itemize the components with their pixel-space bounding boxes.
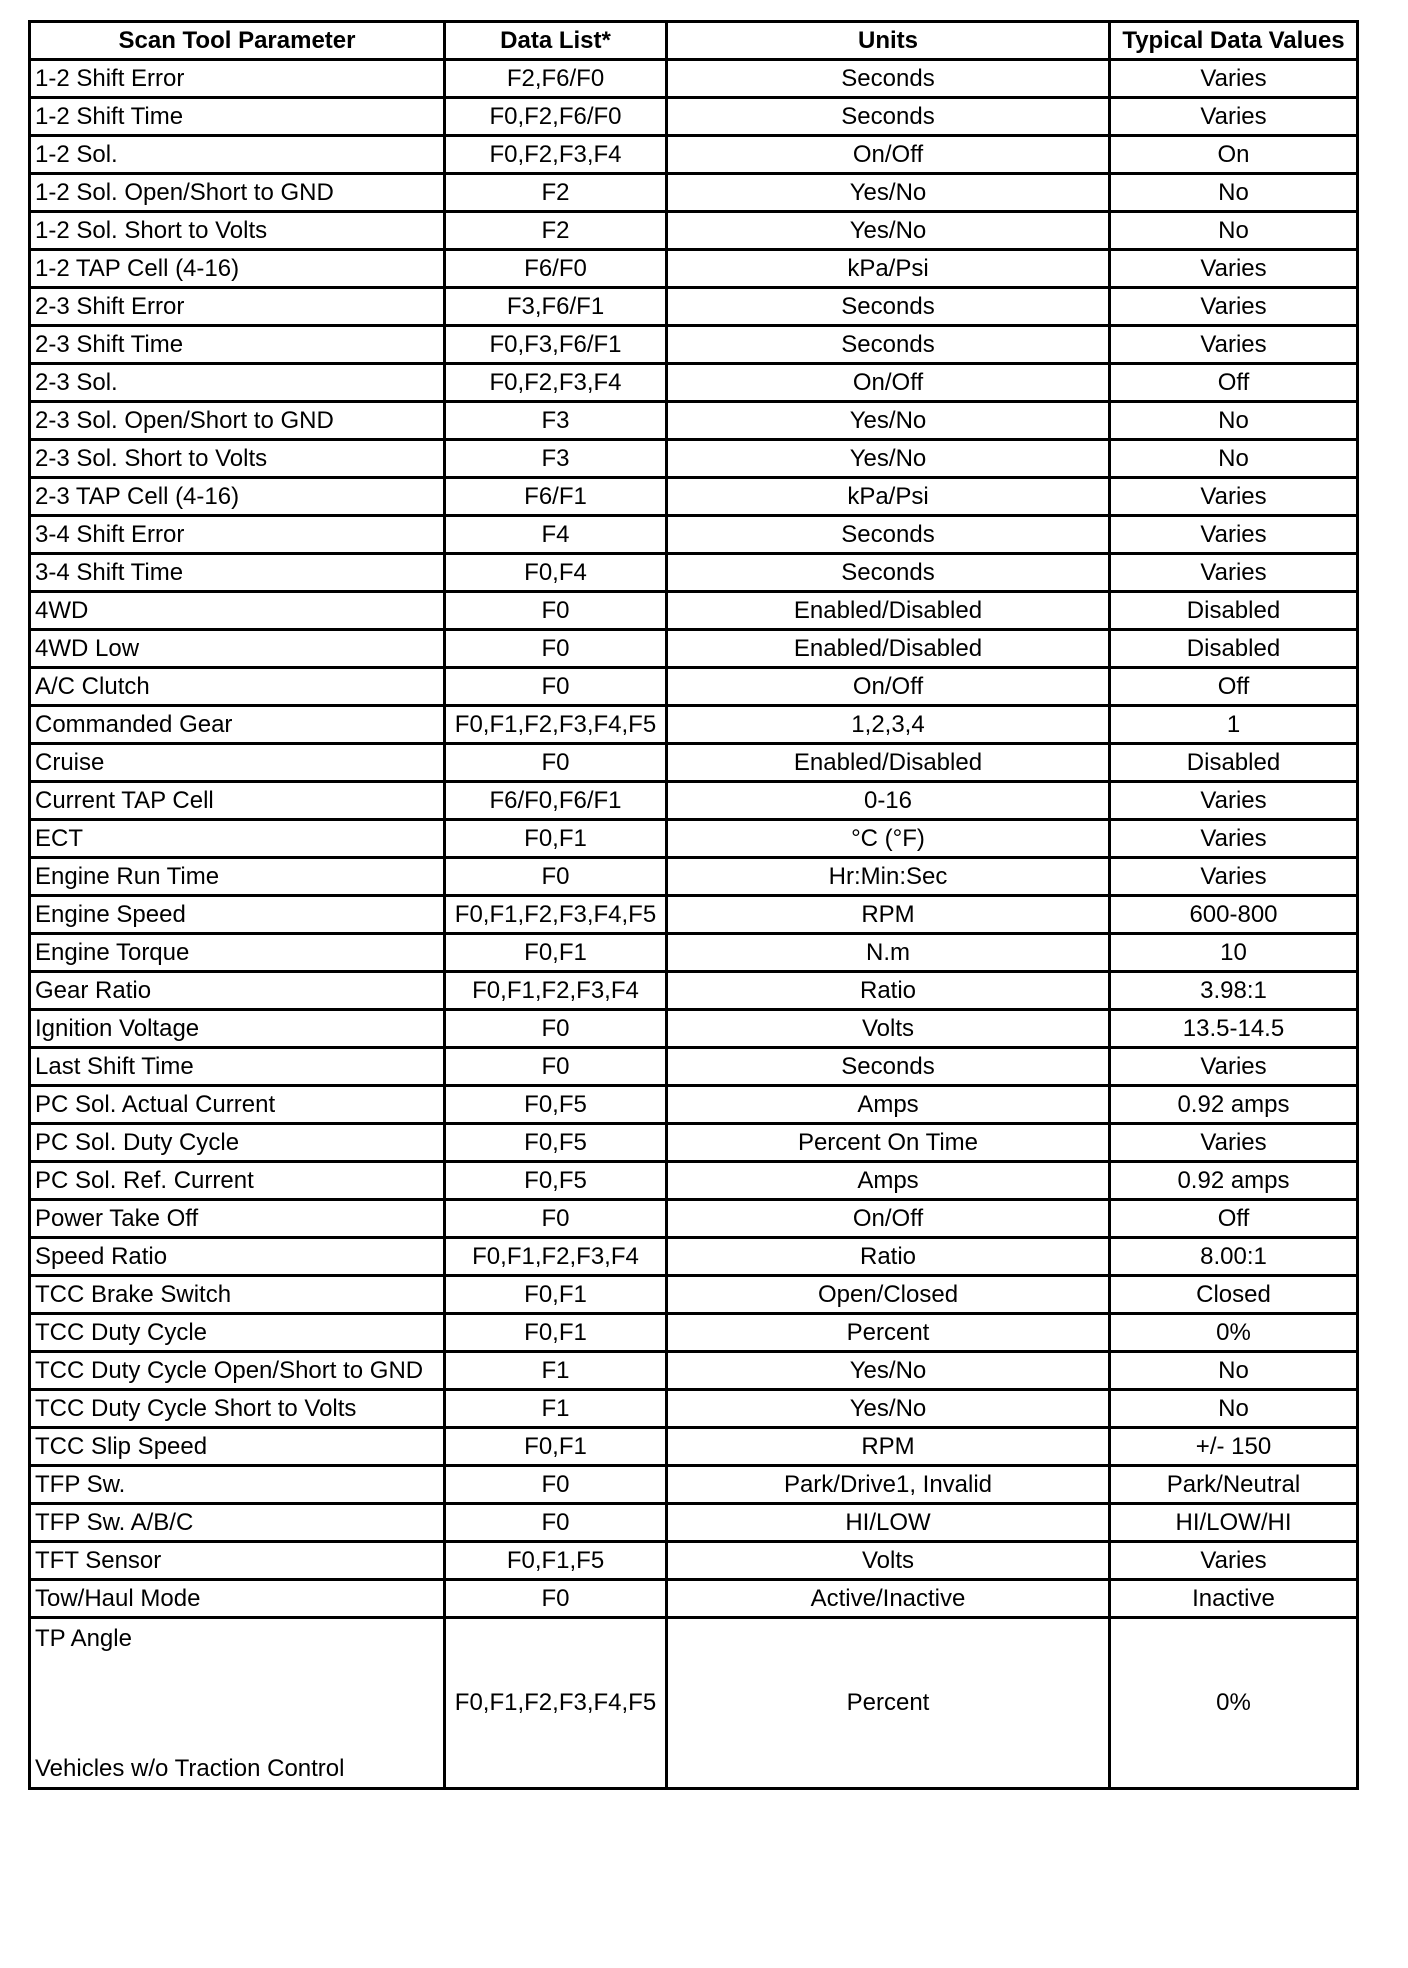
table-row (30, 744, 1358, 782)
cell-typical-value: Varies (1110, 820, 1358, 858)
cell-units: Volts (667, 1010, 1110, 1048)
table-row (30, 440, 1358, 478)
cell-parameter: A/C Clutch (30, 668, 445, 706)
table-row (30, 326, 1358, 364)
table-row (30, 1390, 1358, 1428)
cell-units: Enabled/Disabled (667, 744, 1110, 782)
cell-typical-value: No (1110, 1352, 1358, 1390)
cell-units: Seconds (667, 288, 1110, 326)
cell-parameter: Power Take Off (30, 1200, 445, 1238)
cell-data-list: F0,F5 (445, 1124, 667, 1162)
cell-data-list: F0 (445, 1010, 667, 1048)
cell-units: Park/Drive1, Invalid (667, 1466, 1110, 1504)
table-row (30, 1048, 1358, 1086)
header-parameter: Scan Tool Parameter (30, 22, 445, 60)
table-row (30, 820, 1358, 858)
tp-angle-note: Vehicles w/o Traction Control (35, 1755, 345, 1782)
cell-units: °C (°F) (667, 820, 1110, 858)
table-row (30, 972, 1358, 1010)
table-row (30, 98, 1358, 136)
table-row (30, 934, 1358, 972)
cell-parameter: Cruise (30, 744, 445, 782)
table-row (30, 1542, 1358, 1580)
cell-units: On/Off (667, 364, 1110, 402)
cell-typical-value: Varies (1110, 250, 1358, 288)
cell-units: Seconds (667, 326, 1110, 364)
cell-parameter: TCC Duty Cycle (30, 1314, 445, 1352)
cell-data-list: F0,F4 (445, 554, 667, 592)
cell-units: Enabled/Disabled (667, 630, 1110, 668)
table-row (30, 1466, 1358, 1504)
cell-units: Amps (667, 1086, 1110, 1124)
cell-data-list: F0 (445, 1048, 667, 1086)
cell-parameter: 1-2 Shift Error (30, 60, 445, 98)
table-row (30, 1580, 1358, 1618)
cell-data-list: F0,F5 (445, 1162, 667, 1200)
cell-data-list: F3 (445, 402, 667, 440)
cell-parameter: 2-3 Shift Error (30, 288, 445, 326)
cell-units: On/Off (667, 136, 1110, 174)
cell-parameter: PC Sol. Ref. Current (30, 1162, 445, 1200)
cell-parameter: 1-2 TAP Cell (4-16) (30, 250, 445, 288)
cell-typical-value: 3.98:1 (1110, 972, 1358, 1010)
cell-typical-value: Varies (1110, 98, 1358, 136)
cell-data-list: F0,F1 (445, 934, 667, 972)
cell-units: kPa/Psi (667, 250, 1110, 288)
cell-units: RPM (667, 1428, 1110, 1466)
cell-typical-value: HI/LOW/HI (1110, 1504, 1358, 1542)
table-row (30, 1276, 1358, 1314)
cell-typical-value: Varies (1110, 1124, 1358, 1162)
table-row (30, 1162, 1358, 1200)
cell-data-list: F4 (445, 516, 667, 554)
table-row (30, 174, 1358, 212)
table-row (30, 1314, 1358, 1352)
cell-parameter: Engine Run Time (30, 858, 445, 896)
cell-units: On/Off (667, 668, 1110, 706)
cell-typical-value: Varies (1110, 782, 1358, 820)
cell-typical-value: 10 (1110, 934, 1358, 972)
cell-data-list: F0 (445, 630, 667, 668)
cell-data-list: F0,F1,F2,F3,F4 (445, 972, 667, 1010)
cell-units: Volts (667, 1542, 1110, 1580)
cell-units: Enabled/Disabled (667, 592, 1110, 630)
cell-parameter: Current TAP Cell (30, 782, 445, 820)
table-row-tp-angle (30, 1618, 1358, 1789)
cell-units: Seconds (667, 554, 1110, 592)
cell-typical-value: Varies (1110, 478, 1358, 516)
table-row (30, 1086, 1358, 1124)
table-row (30, 668, 1358, 706)
table-row (30, 212, 1358, 250)
cell-data-list: F0,F1,F2,F3,F4,F5 (445, 1618, 667, 1789)
cell-data-list: F0 (445, 592, 667, 630)
cell-typical-value: Varies (1110, 1048, 1358, 1086)
cell-data-list: F0,F1,F2,F3,F4,F5 (445, 706, 667, 744)
cell-typical-value: 13.5-14.5 (1110, 1010, 1358, 1048)
cell-units: 1,2,3,4 (667, 706, 1110, 744)
cell-units: Seconds (667, 60, 1110, 98)
cell-parameter: 1-2 Shift Time (30, 98, 445, 136)
cell-parameter: 2-3 TAP Cell (4-16) (30, 478, 445, 516)
cell-parameter: ECT (30, 820, 445, 858)
cell-units: Yes/No (667, 212, 1110, 250)
table-row (30, 478, 1358, 516)
cell-units: HI/LOW (667, 1504, 1110, 1542)
cell-parameter: 3-4 Shift Time (30, 554, 445, 592)
cell-typical-value: Disabled (1110, 744, 1358, 782)
cell-units: Yes/No (667, 1352, 1110, 1390)
header-units: Units (667, 22, 1110, 60)
cell-units: 0-16 (667, 782, 1110, 820)
table-body (30, 60, 1358, 1789)
cell-data-list: F0 (445, 1466, 667, 1504)
table-row (30, 250, 1358, 288)
cell-typical-value: 0% (1110, 1618, 1358, 1789)
header-data-list: Data List* (445, 22, 667, 60)
cell-parameter: 3-4 Shift Error (30, 516, 445, 554)
table-row (30, 1428, 1358, 1466)
cell-typical-value: Inactive (1110, 1580, 1358, 1618)
table-row (30, 896, 1358, 934)
cell-parameter (30, 1618, 445, 1789)
cell-data-list: F3,F6/F1 (445, 288, 667, 326)
table-row (30, 288, 1358, 326)
cell-parameter: 4WD (30, 592, 445, 630)
cell-data-list: F0,F2,F3,F4 (445, 364, 667, 402)
cell-units: Yes/No (667, 402, 1110, 440)
cell-typical-value: Varies (1110, 60, 1358, 98)
table-row (30, 858, 1358, 896)
cell-typical-value: 600-800 (1110, 896, 1358, 934)
cell-data-list: F0,F2,F6/F0 (445, 98, 667, 136)
cell-data-list: F0 (445, 744, 667, 782)
cell-typical-value: No (1110, 174, 1358, 212)
table-row (30, 1352, 1358, 1390)
cell-parameter: TFP Sw. (30, 1466, 445, 1504)
cell-units: Percent (667, 1314, 1110, 1352)
table-row (30, 364, 1358, 402)
cell-data-list: F0,F1 (445, 1314, 667, 1352)
cell-data-list: F0,F3,F6/F1 (445, 326, 667, 364)
cell-typical-value: Varies (1110, 516, 1358, 554)
cell-data-list: F0,F1,F2,F3,F4 (445, 1238, 667, 1276)
cell-data-list: F0,F2,F3,F4 (445, 136, 667, 174)
cell-parameter: 2-3 Shift Time (30, 326, 445, 364)
table-row (30, 1238, 1358, 1276)
table-row (30, 1200, 1358, 1238)
cell-parameter: Engine Torque (30, 934, 445, 972)
table-row (30, 706, 1358, 744)
cell-data-list: F0,F1,F5 (445, 1542, 667, 1580)
table-row (30, 1010, 1358, 1048)
table-row (30, 60, 1358, 98)
cell-units: Ratio (667, 1238, 1110, 1276)
cell-data-list: F2 (445, 212, 667, 250)
cell-typical-value: Varies (1110, 858, 1358, 896)
cell-typical-value: Varies (1110, 326, 1358, 364)
cell-units: Amps (667, 1162, 1110, 1200)
cell-parameter: Gear Ratio (30, 972, 445, 1010)
cell-units: kPa/Psi (667, 478, 1110, 516)
cell-typical-value: No (1110, 440, 1358, 478)
cell-typical-value: On (1110, 136, 1358, 174)
cell-units: Seconds (667, 98, 1110, 136)
cell-parameter: 1-2 Sol. Short to Volts (30, 212, 445, 250)
cell-data-list: F6/F1 (445, 478, 667, 516)
cell-parameter: Engine Speed (30, 896, 445, 934)
cell-typical-value: Off (1110, 364, 1358, 402)
cell-parameter: 1-2 Sol. (30, 136, 445, 174)
cell-parameter: Commanded Gear (30, 706, 445, 744)
cell-parameter: Ignition Voltage (30, 1010, 445, 1048)
cell-parameter: TCC Brake Switch (30, 1276, 445, 1314)
cell-parameter: Tow/Haul Mode (30, 1580, 445, 1618)
cell-data-list: F0 (445, 1580, 667, 1618)
header-row (30, 22, 1358, 60)
cell-data-list: F1 (445, 1352, 667, 1390)
cell-units: Open/Closed (667, 1276, 1110, 1314)
table-row (30, 782, 1358, 820)
header-typical-values: Typical Data Values (1110, 22, 1358, 60)
cell-typical-value: Varies (1110, 1542, 1358, 1580)
table-row (30, 554, 1358, 592)
cell-data-list: F0,F1 (445, 1428, 667, 1466)
cell-parameter: TFP Sw. A/B/C (30, 1504, 445, 1542)
cell-parameter: TFT Sensor (30, 1542, 445, 1580)
cell-typical-value: Off (1110, 1200, 1358, 1238)
cell-units: Ratio (667, 972, 1110, 1010)
cell-units: Active/Inactive (667, 1580, 1110, 1618)
cell-units: Yes/No (667, 440, 1110, 478)
cell-units: Yes/No (667, 174, 1110, 212)
cell-data-list: F6/F0 (445, 250, 667, 288)
cell-parameter: 1-2 Sol. Open/Short to GND (30, 174, 445, 212)
cell-units: On/Off (667, 1200, 1110, 1238)
cell-parameter: TCC Duty Cycle Short to Volts (30, 1390, 445, 1428)
table-row (30, 630, 1358, 668)
cell-data-list: F0,F1,F2,F3,F4,F5 (445, 896, 667, 934)
cell-typical-value: Off (1110, 668, 1358, 706)
cell-data-list: F6/F0,F6/F1 (445, 782, 667, 820)
cell-typical-value: 8.00:1 (1110, 1238, 1358, 1276)
cell-typical-value: 1 (1110, 706, 1358, 744)
cell-typical-value: No (1110, 1390, 1358, 1428)
table-row (30, 1504, 1358, 1542)
cell-data-list: F1 (445, 1390, 667, 1428)
cell-parameter: PC Sol. Actual Current (30, 1086, 445, 1124)
table-row (30, 402, 1358, 440)
cell-units: Seconds (667, 1048, 1110, 1086)
cell-units: Percent (667, 1618, 1110, 1789)
cell-parameter: 2-3 Sol. Open/Short to GND (30, 402, 445, 440)
cell-typical-value: No (1110, 212, 1358, 250)
cell-data-list: F0,F5 (445, 1086, 667, 1124)
cell-typical-value: Varies (1110, 554, 1358, 592)
cell-typical-value: +/- 150 (1110, 1428, 1358, 1466)
cell-parameter: PC Sol. Duty Cycle (30, 1124, 445, 1162)
table-row (30, 516, 1358, 554)
cell-parameter: TCC Duty Cycle Open/Short to GND (30, 1352, 445, 1390)
table-row (30, 1124, 1358, 1162)
cell-units: Hr:Min:Sec (667, 858, 1110, 896)
tp-angle-label: TP Angle (35, 1625, 132, 1652)
cell-parameter: TCC Slip Speed (30, 1428, 445, 1466)
cell-data-list: F0 (445, 858, 667, 896)
cell-data-list: F0 (445, 668, 667, 706)
cell-parameter: 2-3 Sol. (30, 364, 445, 402)
cell-typical-value: Disabled (1110, 592, 1358, 630)
cell-units: Percent On Time (667, 1124, 1110, 1162)
cell-parameter: Speed Ratio (30, 1238, 445, 1276)
cell-parameter: 4WD Low (30, 630, 445, 668)
cell-typical-value: Disabled (1110, 630, 1358, 668)
cell-data-list: F0 (445, 1504, 667, 1542)
cell-units: Seconds (667, 516, 1110, 554)
cell-data-list: F2,F6/F0 (445, 60, 667, 98)
scan-tool-parameter-table (28, 20, 1359, 1790)
cell-units: N.m (667, 934, 1110, 972)
cell-typical-value: Varies (1110, 288, 1358, 326)
cell-units: RPM (667, 896, 1110, 934)
cell-typical-value: Park/Neutral (1110, 1466, 1358, 1504)
cell-data-list: F0 (445, 1200, 667, 1238)
cell-data-list: F2 (445, 174, 667, 212)
cell-units: Yes/No (667, 1390, 1110, 1428)
cell-data-list: F0,F1 (445, 1276, 667, 1314)
table-row (30, 136, 1358, 174)
cell-parameter: Last Shift Time (30, 1048, 445, 1086)
cell-typical-value: 0.92 amps (1110, 1162, 1358, 1200)
cell-data-list: F0,F1 (445, 820, 667, 858)
cell-typical-value: 0% (1110, 1314, 1358, 1352)
cell-typical-value: Closed (1110, 1276, 1358, 1314)
cell-typical-value: 0.92 amps (1110, 1086, 1358, 1124)
table-row (30, 592, 1358, 630)
cell-typical-value: No (1110, 402, 1358, 440)
cell-data-list: F3 (445, 440, 667, 478)
cell-parameter: 2-3 Sol. Short to Volts (30, 440, 445, 478)
